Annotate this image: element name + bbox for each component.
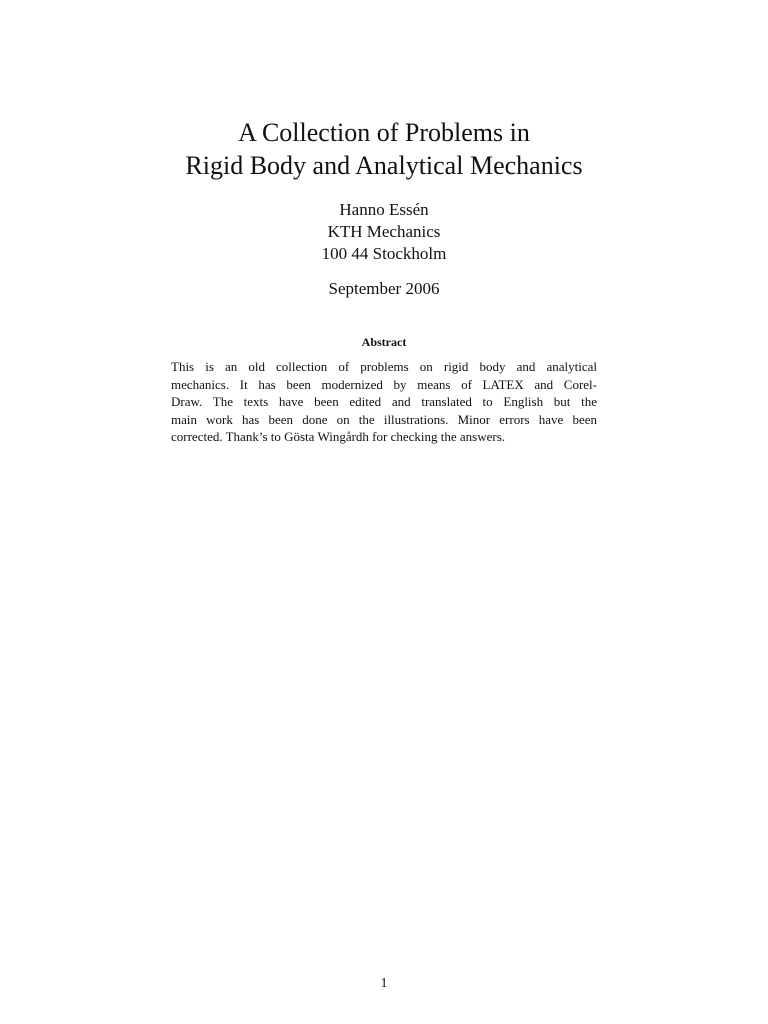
abstract-line: mechanics. It has been modernized by means of LATEX and Corel-	[171, 376, 597, 392]
abstract-line: This is an old collection of problems on rigid body and analytical	[171, 359, 597, 374]
author-block	[0, 199, 768, 265]
title-line-1: A Collection of Problems in	[238, 118, 530, 147]
author-address: 100 44 Stockholm	[321, 244, 447, 263]
author-name: Hanno Essén	[339, 200, 429, 219]
abstract-line: Draw. The texts have been edited and translated to English but the	[171, 394, 597, 409]
paper-title	[0, 116, 768, 182]
author-affiliation: KTH Mechanics	[327, 222, 441, 241]
abstract-line: corrected. Thank’s to Gösta Wingårdh for checking the answers.	[171, 429, 506, 444]
abstract-text	[171, 358, 597, 446]
publication-date: September 2006	[328, 279, 440, 298]
abstract-line: main work has been done on the illustrations. Minor errors have been	[171, 411, 597, 427]
title-line-2: Rigid Body and Analytical Mechanics	[185, 151, 583, 180]
abstract-heading: Abstract	[361, 335, 407, 349]
page-number: 1	[380, 976, 388, 991]
